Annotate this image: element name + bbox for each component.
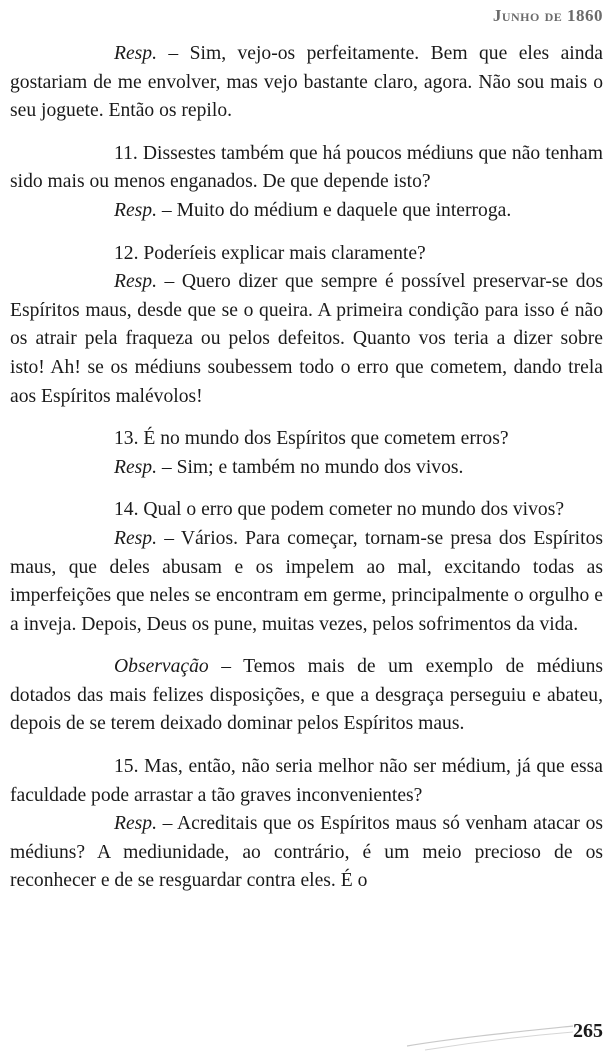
paragraph [10, 140, 603, 197]
paragraph [10, 454, 603, 483]
paragraph-label: Resp. [114, 271, 157, 293]
paragraph-text: – Muito do médium e daquele que interroga. [157, 199, 512, 221]
page-body [10, 40, 603, 896]
paragraph-text: 12. Poderíeis explicar mais claramente? [114, 242, 426, 264]
paragraph [10, 40, 603, 126]
paragraph-label: Resp. [114, 456, 157, 478]
running-header: Junho de 1860 [492, 6, 603, 25]
paragraph [10, 268, 603, 411]
paragraph-text: – Quero dizer que sempre é possível preservar-se dos Espíritos maus, desde que se o queira. A primeira condição para isso é não os atrair pela fraqueza ou pelos defeitos. Quanto vos teria a dizer sobre isto! Ah! se os médiuns soubessem todo o erro que cometem, dando trela aos Espíritos malévolos! [10, 271, 603, 407]
paragraph-text: 14. Qual o erro que podem cometer no mundo dos vivos? [114, 499, 565, 521]
paragraph-label: Resp. [114, 527, 157, 549]
paragraph-label: Observação [114, 656, 209, 678]
paragraph [10, 753, 603, 810]
paragraph-text: – Acreditais que os Espíritos maus só venham atacar os médiuns? A mediunidade, ao contrário, é um meio precioso de os reconhecer e de se resguardar contra eles. É o [10, 813, 603, 892]
paragraph [10, 425, 603, 454]
paragraph [10, 653, 603, 739]
paragraph-label: Resp. [114, 813, 157, 835]
paragraph [10, 240, 603, 269]
paragraph [10, 525, 603, 639]
page-number: 265 [573, 1020, 603, 1042]
paragraph-label: Resp. [114, 43, 157, 64]
paragraph-text: – Vários. Para começar, tornam-se presa dos Espíritos maus, que deles abusam e os impelem ao mal, excitando todas as imperfeições que neles se encontram em germe, principalmente o orgulho e a inveja. Depois, Deus os pune, muitas vezes, pelos sofrimentos da vida. [10, 527, 603, 635]
paragraph [10, 496, 603, 525]
decorative-swash [405, 1020, 575, 1052]
paragraph-text: 15. Mas, então, não seria melhor não ser médium, já que essa faculdade pode arrastar a tão graves inconvenientes? [10, 756, 603, 806]
paragraph [10, 810, 603, 896]
paragraph-text: – Temos mais de um exemplo de médiuns dotados das mais felizes disposições, e que a desgraça perseguiu e abateu, depois de se terem deixado dominar pelos Espíritos maus. [10, 656, 603, 735]
paragraph-label: Resp. [114, 199, 157, 221]
paragraph-text: 13. É no mundo dos Espíritos que cometem erros? [114, 428, 509, 450]
paragraph [10, 197, 603, 226]
paragraph-text: – Sim; e também no mundo dos vivos. [157, 456, 464, 478]
paragraph-text: – Sim, vejo-os perfeitamente. Bem que eles ainda gostariam de me envolver, mas vejo bastante claro, agora. Não sou mais o seu joguete. Então os repilo. [10, 43, 603, 122]
paragraph-text: 11. Dissestes também que há poucos médiuns que não tenham sido mais ou menos enganados. De que depende isto? [10, 142, 603, 193]
